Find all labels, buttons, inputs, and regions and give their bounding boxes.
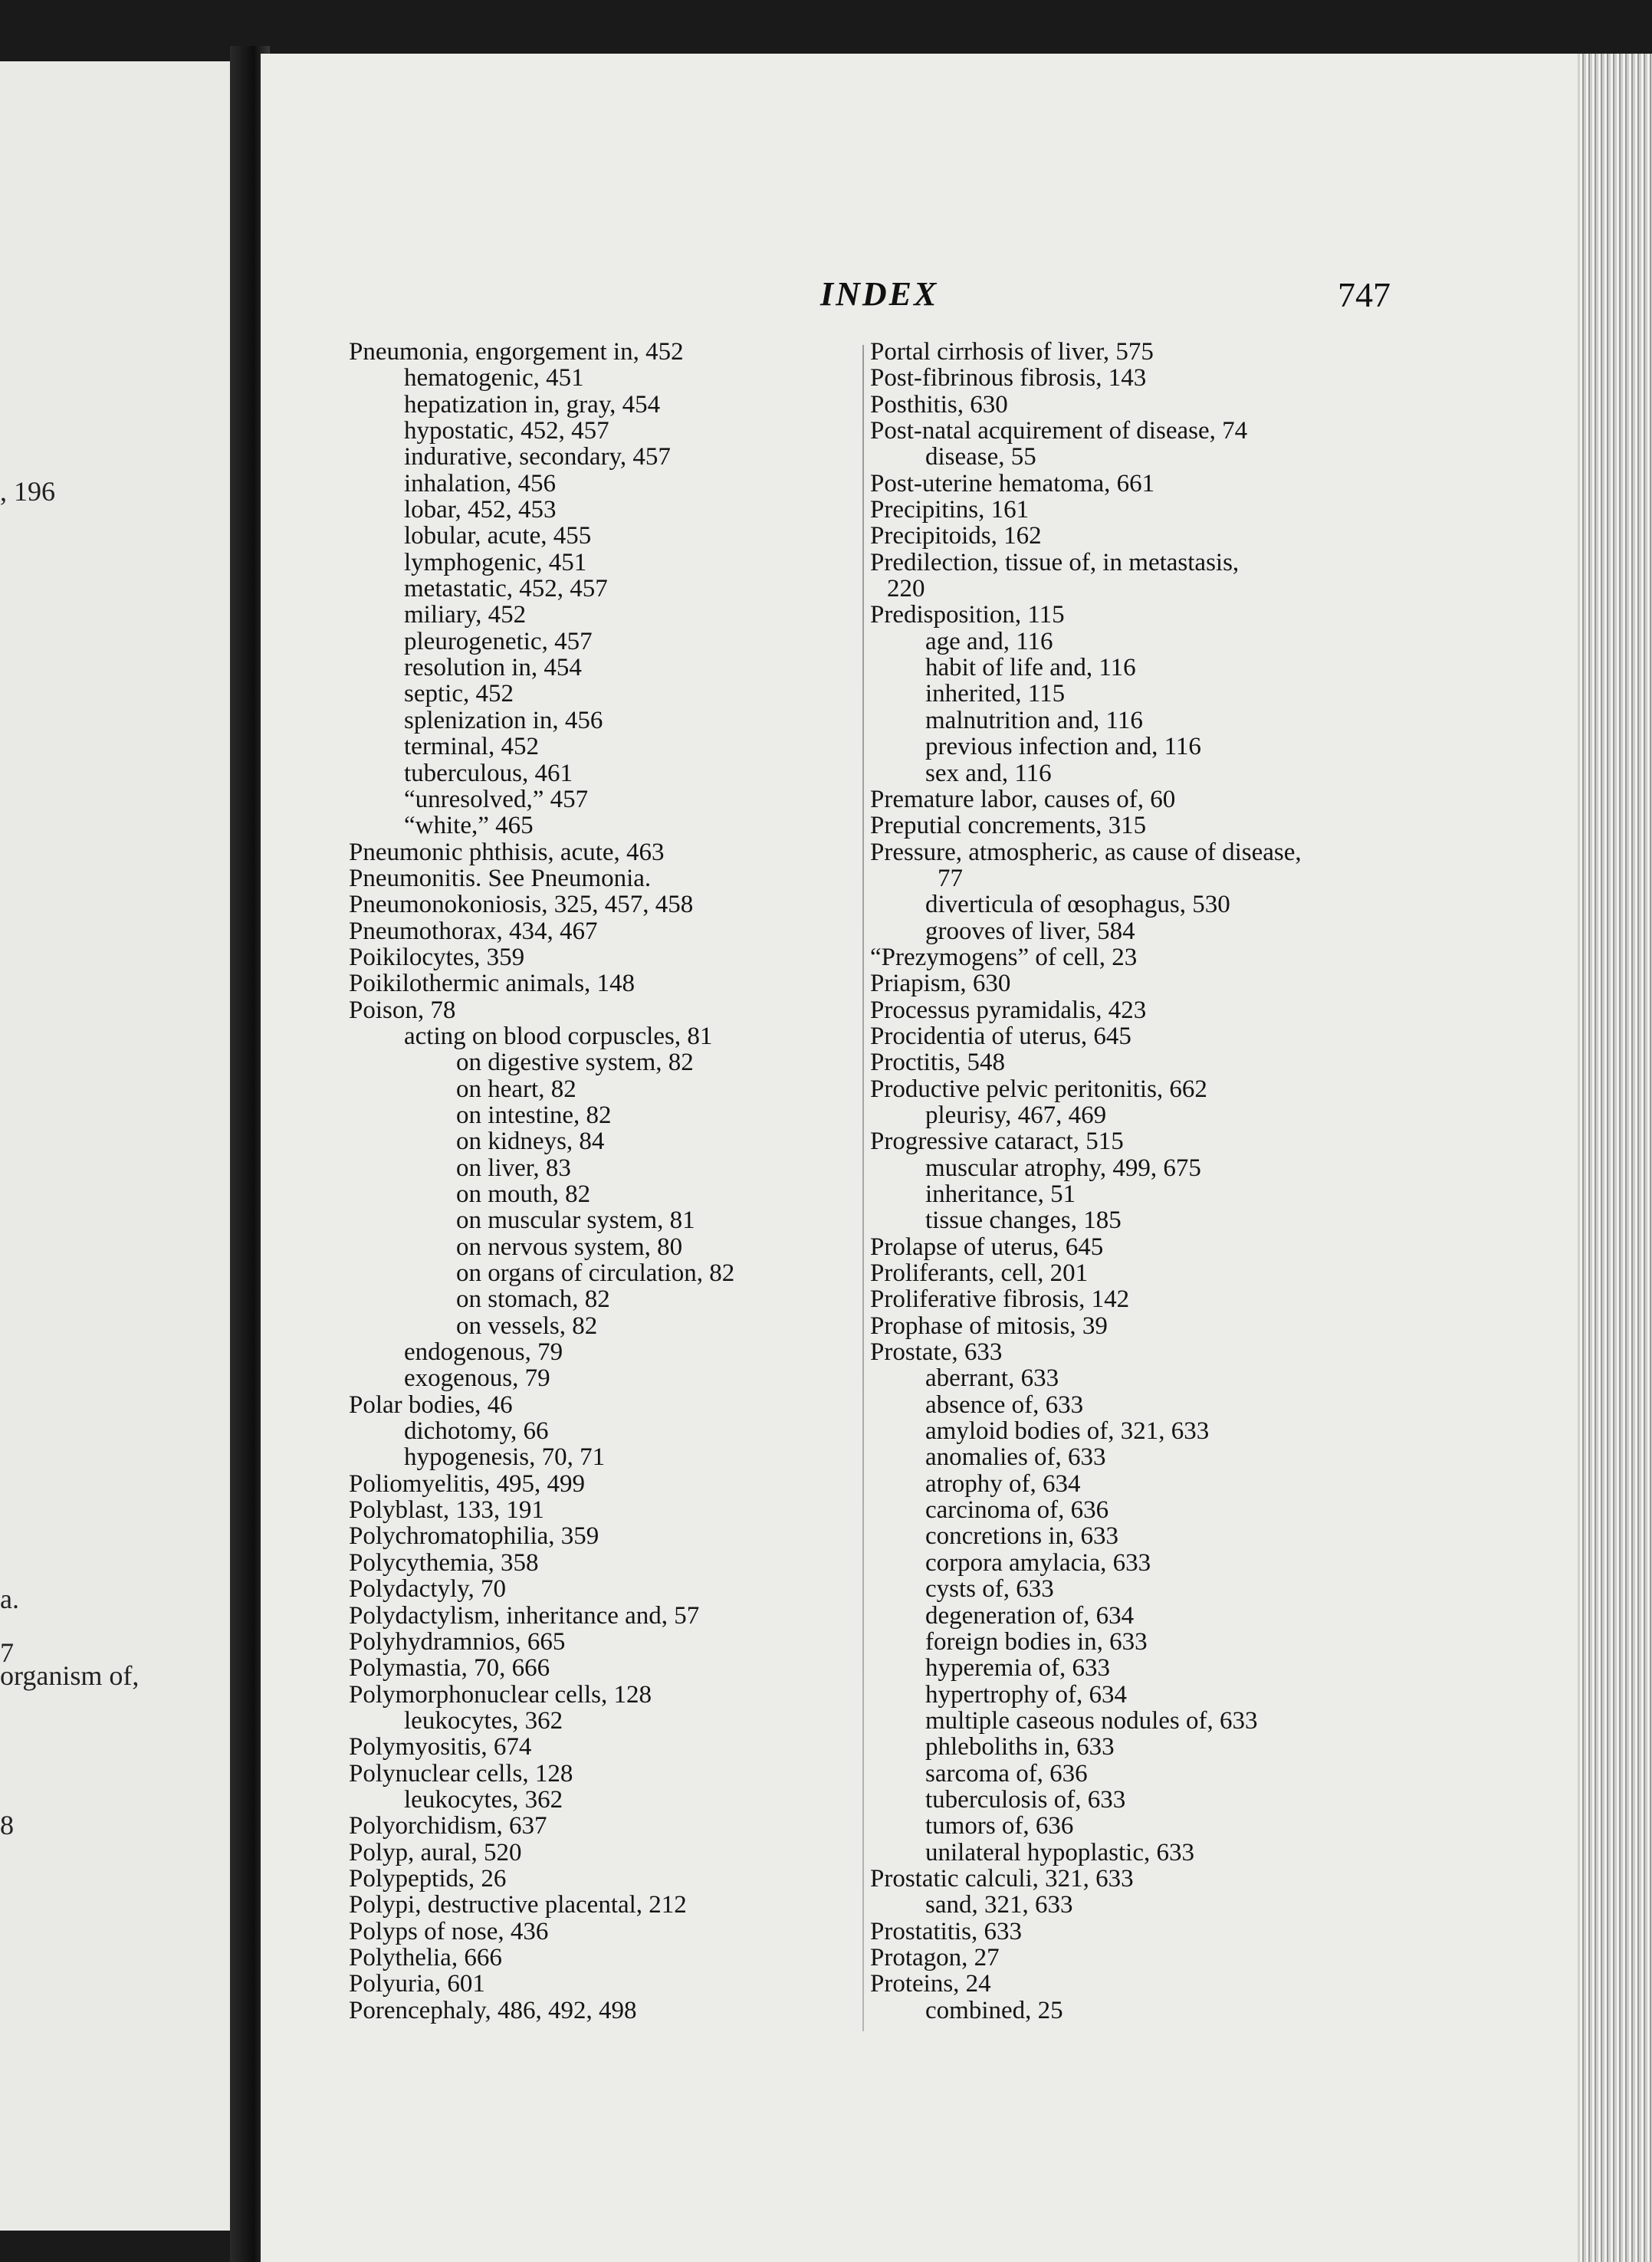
index-entry: Progressive cataract, 515 bbox=[870, 1128, 1124, 1156]
index-subentry: combined, 25 bbox=[925, 1996, 1063, 2024]
index-subentry: 77 bbox=[938, 864, 963, 892]
index-subentry: on vessels, 82 bbox=[456, 1312, 598, 1340]
index-entry: Prostate, 633 bbox=[870, 1338, 1003, 1367]
index-subentry: “unresolved,” 457 bbox=[404, 785, 589, 813]
index-subentry: atrophy of, 634 bbox=[925, 1469, 1081, 1498]
index-subentry: previous infection and, 116 bbox=[925, 733, 1201, 761]
index-entry: Posthitis, 630 bbox=[870, 390, 1008, 419]
index-subentry: on mouth, 82 bbox=[456, 1180, 591, 1208]
index-subentry: cysts of, 633 bbox=[925, 1575, 1054, 1604]
index-page bbox=[261, 54, 1578, 2262]
index-entry: Preputial concrements, 315 bbox=[870, 812, 1147, 840]
index-subentry: on kidneys, 84 bbox=[456, 1128, 605, 1156]
left-fragment: organism of, bbox=[0, 1660, 140, 1691]
index-entry: Protagon, 27 bbox=[870, 1943, 1000, 1971]
index-entry: Polyp, aural, 520 bbox=[349, 1838, 522, 1866]
index-subentry: phleboliths in, 633 bbox=[925, 1733, 1115, 1761]
index-subentry: degeneration of, 634 bbox=[925, 1601, 1135, 1630]
index-subentry: tissue changes, 185 bbox=[925, 1207, 1122, 1235]
index-entry: Polypi, destructive placental, 212 bbox=[349, 1891, 687, 1919]
index-entry: Polar bodies, 46 bbox=[349, 1390, 513, 1419]
index-entry: Polyps of nose, 436 bbox=[349, 1917, 549, 1945]
index-entry: Pneumothorax, 434, 467 bbox=[349, 917, 598, 945]
page-edges bbox=[1578, 54, 1652, 2262]
index-entry: Post-fibrinous fibrosis, 143 bbox=[870, 364, 1147, 392]
index-entry: Pneumonokoniosis, 325, 457, 458 bbox=[349, 891, 694, 919]
page-title: INDEX bbox=[820, 275, 939, 313]
index-subentry: “white,” 465 bbox=[404, 812, 534, 840]
index-entry: Polymorphonuclear cells, 128 bbox=[349, 1680, 652, 1709]
index-subentry: absence of, 633 bbox=[925, 1390, 1084, 1419]
index-subentry: inhalation, 456 bbox=[404, 469, 556, 497]
index-subentry: pleurogenetic, 457 bbox=[404, 627, 593, 655]
index-subentry: hypertrophy of, 634 bbox=[925, 1680, 1128, 1709]
index-entry: Prolapse of uterus, 645 bbox=[870, 1233, 1104, 1261]
index-entry: Prostatic calculi, 321, 633 bbox=[870, 1864, 1134, 1893]
index-entry: Pneumonic phthisis, acute, 463 bbox=[349, 838, 665, 866]
index-entry: Pneumonitis. See Pneumonia. bbox=[349, 864, 652, 892]
index-subentry: carcinoma of, 636 bbox=[925, 1496, 1109, 1525]
index-entry: Poliomyelitis, 495, 499 bbox=[349, 1469, 586, 1498]
index-entry: Post-uterine hematoma, 661 bbox=[870, 469, 1155, 497]
index-entry: Porencephaly, 486, 492, 498 bbox=[349, 1996, 637, 2024]
page-number: 747 bbox=[1338, 275, 1391, 314]
index-entry: Poison, 78 bbox=[349, 996, 456, 1024]
index-subentry: endogenous, 79 bbox=[404, 1338, 563, 1367]
index-entry: Polydactyly, 70 bbox=[349, 1575, 507, 1604]
index-entry: Predilection, tissue of, in metastasis, bbox=[870, 548, 1240, 576]
left-fragment: 8 bbox=[0, 1810, 14, 1840]
index-entry: Polycythemia, 358 bbox=[349, 1548, 539, 1577]
index-entry: Polynuclear cells, 128 bbox=[349, 1759, 573, 1788]
index-entry: Processus pyramidalis, 423 bbox=[870, 996, 1147, 1024]
index-entry: Proctitis, 548 bbox=[870, 1049, 1006, 1077]
index-subentry: hematogenic, 451 bbox=[404, 364, 584, 392]
index-subentry: exogenous, 79 bbox=[404, 1364, 550, 1393]
index-subentry: anomalies of, 633 bbox=[925, 1443, 1106, 1472]
index-subentry: unilateral hypoplastic, 633 bbox=[925, 1838, 1194, 1866]
index-entry: Predisposition, 115 bbox=[870, 601, 1065, 629]
index-subentry: concretions in, 633 bbox=[925, 1522, 1119, 1551]
index-subentry: on heart, 82 bbox=[456, 1075, 576, 1103]
index-entry: Polymastia, 70, 666 bbox=[349, 1654, 550, 1683]
index-subentry: leukocytes, 362 bbox=[404, 1706, 563, 1735]
index-subentry: diverticula of œsophagus, 530 bbox=[925, 891, 1230, 919]
index-subentry: disease, 55 bbox=[925, 443, 1036, 471]
index-subentry: 220 bbox=[887, 575, 925, 603]
index-subentry: hypostatic, 452, 457 bbox=[404, 417, 609, 445]
index-entry: Poikilocytes, 359 bbox=[349, 943, 525, 971]
index-subentry: leukocytes, 362 bbox=[404, 1785, 563, 1814]
index-entry: Portal cirrhosis of liver, 575 bbox=[870, 338, 1154, 366]
index-subentry: sex and, 116 bbox=[925, 759, 1052, 787]
index-subentry: malnutrition and, 116 bbox=[925, 706, 1143, 734]
index-subentry: sand, 321, 633 bbox=[925, 1891, 1073, 1919]
index-entry: Proteins, 24 bbox=[870, 1970, 991, 1998]
index-entry: Procidentia of uterus, 645 bbox=[870, 1022, 1131, 1050]
index-entry: Polyblast, 133, 191 bbox=[349, 1496, 544, 1525]
index-subentry: indurative, secondary, 457 bbox=[404, 443, 671, 471]
index-subentry: splenization in, 456 bbox=[404, 706, 603, 734]
index-entry: Priapism, 630 bbox=[870, 970, 1011, 998]
index-subentry: hepatization in, gray, 454 bbox=[404, 390, 661, 419]
index-subentry: tuberculosis of, 633 bbox=[925, 1785, 1126, 1814]
index-entry: Polydactylism, inheritance and, 57 bbox=[349, 1601, 700, 1630]
index-subentry: acting on blood corpuscles, 81 bbox=[404, 1022, 713, 1050]
index-subentry: aberrant, 633 bbox=[925, 1364, 1059, 1393]
index-entry: Polychromatophilia, 359 bbox=[349, 1522, 599, 1551]
column-divider bbox=[862, 345, 864, 2031]
index-entry: Proliferants, cell, 201 bbox=[870, 1259, 1089, 1288]
index-entry: “Prezymogens” of cell, 23 bbox=[870, 943, 1138, 971]
index-subentry: foreign bodies in, 633 bbox=[925, 1627, 1148, 1656]
index-entry: Polythelia, 666 bbox=[349, 1943, 502, 1971]
index-subentry: amyloid bodies of, 321, 633 bbox=[925, 1417, 1210, 1446]
index-subentry: age and, 116 bbox=[925, 627, 1053, 655]
index-entry: Pressure, atmospheric, as cause of disease, bbox=[870, 838, 1302, 866]
left-fragment: 7 bbox=[0, 1637, 14, 1668]
index-subentry: habit of life and, 116 bbox=[925, 654, 1136, 682]
index-subentry: on nervous system, 80 bbox=[456, 1233, 683, 1261]
index-entry: Polyhydramnios, 665 bbox=[349, 1627, 566, 1656]
index-subentry: miliary, 452 bbox=[404, 601, 527, 629]
index-subentry: on stomach, 82 bbox=[456, 1285, 610, 1314]
index-entry: Proliferative fibrosis, 142 bbox=[870, 1285, 1130, 1314]
index-subentry: on digestive system, 82 bbox=[456, 1049, 694, 1077]
index-entry: Prophase of mitosis, 39 bbox=[870, 1312, 1108, 1340]
index-entry: Precipitins, 161 bbox=[870, 496, 1030, 524]
index-entry: Polypeptids, 26 bbox=[349, 1864, 507, 1893]
index-entry: Pneumonia, engorgement in, 452 bbox=[349, 338, 684, 366]
index-subentry: resolution in, 454 bbox=[404, 654, 582, 682]
index-subentry: muscular atrophy, 499, 675 bbox=[925, 1154, 1201, 1182]
index-entry: Polymyositis, 674 bbox=[349, 1733, 532, 1761]
index-column-left bbox=[349, 339, 901, 2024]
index-subentry: sarcoma of, 636 bbox=[925, 1759, 1088, 1788]
index-subentry: on liver, 83 bbox=[456, 1154, 571, 1182]
index-subentry: on organs of circulation, 82 bbox=[456, 1259, 735, 1288]
index-subentry: lymphogenic, 451 bbox=[404, 548, 587, 576]
index-subentry: inheritance, 51 bbox=[925, 1180, 1076, 1208]
index-subentry: corpora amylacia, 633 bbox=[925, 1548, 1151, 1577]
left-fragment: , 196 bbox=[0, 476, 55, 507]
index-subentry: terminal, 452 bbox=[404, 733, 539, 761]
index-entry: Polyorchidism, 637 bbox=[349, 1812, 547, 1840]
left-fragment: a. bbox=[0, 1584, 19, 1614]
index-entry: Prostatitis, 633 bbox=[870, 1917, 1023, 1945]
index-entry: Precipitoids, 162 bbox=[870, 522, 1042, 550]
index-subentry: inherited, 115 bbox=[925, 680, 1066, 708]
index-entry: Premature labor, causes of, 60 bbox=[870, 785, 1176, 813]
index-entry: Productive pelvic peritonitis, 662 bbox=[870, 1075, 1207, 1103]
index-subentry: on intestine, 82 bbox=[456, 1101, 612, 1129]
index-entry: Post-natal acquirement of disease, 74 bbox=[870, 417, 1248, 445]
index-subentry: multiple caseous nodules of, 633 bbox=[925, 1706, 1258, 1735]
index-subentry: on muscular system, 81 bbox=[456, 1207, 695, 1235]
index-entry: Polyuria, 601 bbox=[349, 1970, 485, 1998]
index-subentry: septic, 452 bbox=[404, 680, 514, 708]
index-subentry: pleurisy, 467, 469 bbox=[925, 1101, 1107, 1129]
index-subentry: hyperemia of, 633 bbox=[925, 1654, 1111, 1683]
facing-left-page bbox=[0, 61, 241, 2231]
index-subentry: metastatic, 452, 457 bbox=[404, 575, 608, 603]
index-subentry: tumors of, 636 bbox=[925, 1812, 1074, 1840]
index-column-right bbox=[870, 339, 1575, 2024]
index-subentry: lobular, acute, 455 bbox=[404, 522, 592, 550]
index-subentry: hypogenesis, 70, 71 bbox=[404, 1443, 606, 1472]
index-subentry: tuberculous, 461 bbox=[404, 759, 573, 787]
index-subentry: dichotomy, 66 bbox=[404, 1417, 549, 1446]
index-entry: Poikilothermic animals, 148 bbox=[349, 970, 636, 998]
index-subentry: grooves of liver, 584 bbox=[925, 917, 1135, 945]
index-subentry: lobar, 452, 453 bbox=[404, 496, 557, 524]
